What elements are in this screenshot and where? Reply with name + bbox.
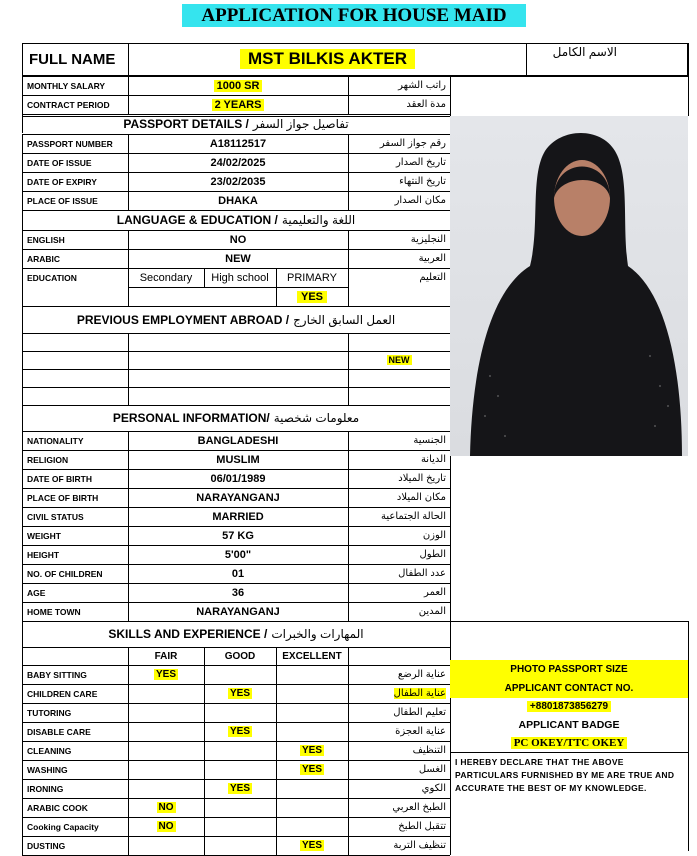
skill-row-1-label: CHILDREN CARE [27,688,98,699]
top-row-1-value: 2 YEARS [212,99,265,111]
personal-row-8-value: 36 [231,586,245,599]
personal-row-7-value: 01 [231,567,245,580]
passport-row-1-value: 24/02/2025 [210,156,266,169]
education-label: EDUCATION [27,272,77,283]
skill-row-5-label: WASHING [27,764,68,775]
language-row-0-value: NO [229,233,247,246]
passport-row-0-label: PASSPORT NUMBER [27,138,113,149]
skills-header-title: SKILLS AND EXPERIENCE / [108,627,268,641]
language-row-1-arabic: العربية [418,253,446,264]
personal-row-4-label: CIVIL STATUS [27,511,84,522]
photo-size-label: PHOTO PASSPORT SIZE [450,660,688,679]
passport-row-0-value: A18112517 [209,137,267,150]
skill-row-5-arabic: الغسل [418,764,446,775]
personal-row-4-arabic: الحالة الجتماعية [381,511,446,522]
personal-row-9-arabic: المدين [418,606,446,617]
skills-column-0: FAIR [154,650,178,662]
skills-header [22,621,450,647]
personal-row-8-label: AGE [27,587,46,598]
title-banner [182,4,526,27]
passport-row-2-arabic: تاريخ النتهاء [399,176,446,187]
employment-header-title: PREVIOUS EMPLOYMENT ABROAD / [76,312,290,327]
education-arabic: التعليم [419,272,446,283]
top-row-1-arabic: مدة العقد [406,99,446,110]
skill-row-8-label: Cooking Capacity [27,821,99,832]
personal-row-9-label: HOME TOWN [27,606,81,617]
applicant-photo [450,116,688,456]
skill-row-3-arabic: عناية العجزة [395,726,446,737]
full-name-arabic: الاسم الكامل [552,45,617,59]
passport-row-1-arabic: تاريخ الصدار [395,157,446,168]
passport-header-title: PASSPORT DETAILS / [123,116,249,131]
passport-row-0-arabic: رقم جواز السفر [379,138,446,149]
contact-label: APPLICANT CONTACT NO. [450,679,688,698]
personal-row-6-value: 5'00" [224,548,252,561]
badge-label: APPLICANT BADGE [518,719,620,731]
personal-row-2-arabic: تاريخ الميلاد [398,473,446,484]
skill-row-4-arabic: التنظيف [412,745,446,756]
personal-row-1-value: MUSLIM [216,453,260,466]
passport-row-2-label: DATE OF EXPIRY [27,176,97,187]
language-row-0-arabic: النجليزية [410,234,446,245]
language-header [22,210,450,230]
personal-row-4-value: MARRIED [212,510,264,523]
employment-header [22,306,450,333]
personal-row-0-label: NATIONALITY [27,435,84,446]
full-name-label: FULL NAME [29,50,116,68]
skills-column-2: EXCELLENT [282,650,342,662]
personal-row-0-value: BANGLADESHI [197,434,279,447]
passport-header [22,114,450,133]
passport-row-3-label: PLACE OF ISSUE [27,195,98,206]
skill-row-2-label: TUTORING [27,707,72,718]
passport-row-1-label: DATE OF ISSUE [27,157,92,168]
language-row-0-label: ENGLISH [27,234,65,245]
skill-row-0-label: BABY SITTING [27,669,87,680]
personal-row-0-arabic: الجنسية [413,435,446,446]
personal-row-5-arabic: الوزن [422,530,446,541]
personal-row-1-label: RELIGION [27,454,69,465]
personal-row-9-value: NARAYANGANJ [196,605,280,618]
employment-new-badge: NEW [388,355,410,365]
full-name-value: MST BILKIS AKTER [240,49,415,69]
passport-row-2-value: 23/02/2035 [210,175,266,188]
top-row-0-value: 1000 SR [214,80,263,92]
education-option-2: PRIMARY [287,271,337,284]
personal-row-5-label: WEIGHT [27,530,61,541]
skill-row-7-arabic: الطبخ العربي [392,802,446,813]
personal-row-1-arabic: الديانة [420,454,446,465]
skill-row-5-mark: YES [301,764,322,775]
skill-row-0-mark: YES [155,669,176,680]
personal-row-3-value: NARAYANGANJ [196,491,280,504]
skill-row-1-mark: YES [229,688,250,699]
personal-header [22,405,450,431]
skill-row-7-mark: NO [158,802,174,813]
skill-row-6-arabic: الكوي [421,783,446,794]
skill-row-3-label: DISABLE CARE [27,726,91,737]
skill-row-6-mark: YES [229,783,250,794]
personal-row-6-label: HEIGHT [27,549,60,560]
language-header-title: LANGUAGE & EDUCATION / [116,213,278,227]
personal-row-5-value: 57 KG [222,529,254,542]
top-row-0-label: MONTHLY SALARY [27,80,106,91]
language-row-1-label: ARABIC [27,253,61,264]
personal-row-6-arabic: الطول [419,549,446,560]
skills-header-arabic: المهارات والخبرات [271,627,364,641]
passport-header-arabic: تفاصيل جواز السفر [252,116,349,131]
top-row-1-label: CONTRACT PERIOD [27,99,110,110]
skill-row-9-mark: YES [301,840,322,851]
person-silhouette-icon [450,116,688,456]
badge-value: PC OKEY/TTC OKEY [450,735,688,751]
skill-row-7-label: ARABIC COOK [27,802,88,813]
declaration-text: I HEREBY DECLARE THAT THE ABOVE PARTICULARS FURNISHED BY ME ARE TRUE AND ACCURATE THE BEST OF MY KNOWLEDGE. [455,757,675,793]
education-option-1: High school [211,271,269,284]
personal-row-3-arabic: مكان الميلاد [396,492,446,503]
skill-row-1-arabic: عناية الطفال [393,688,446,699]
language-header-arabic: اللغة والتعليمية [281,213,356,227]
skill-row-3-mark: YES [229,726,250,737]
skill-row-9-label: DUSTING [27,840,66,851]
employment-header-arabic: العمل السابق الخارج [293,312,396,327]
personal-row-7-label: NO. OF CHILDREN [27,568,103,579]
passport-row-3-value: DHAKA [218,194,258,207]
skill-row-4-mark: YES [301,745,322,756]
personal-row-8-arabic: العمر [424,587,446,598]
skills-column-1: GOOD [224,650,256,662]
personal-header-arabic: معلومات شخصية [273,411,360,425]
document-title: APPLICATION FOR HOUSE MAID [201,4,507,26]
passport-row-3-arabic: مكان الصدار [394,195,446,206]
education-selected: YES [297,291,327,303]
personal-row-7-arabic: عدد الطفال [398,568,446,579]
language-row-1-value: NEW [225,252,251,265]
personal-row-2-label: DATE OF BIRTH [27,473,93,484]
skill-row-8-mark: NO [158,821,174,832]
contact-number: +8801873856279 [450,698,688,714]
skill-row-8-arabic: تتقبل الطبخ [398,821,446,832]
skill-row-2-arabic: تعليم الطفال [393,707,446,718]
skill-row-9-arabic: تنظيف التربة [393,840,446,851]
skill-row-4-label: CLEANING [27,745,72,756]
personal-row-3-label: PLACE OF BIRTH [27,492,99,503]
skill-row-0-arabic: عناية الرضع [397,669,446,680]
skill-row-6-label: IRONING [27,783,64,794]
education-option-0: Secondary [139,271,193,284]
personal-header-title: PERSONAL INFORMATION/ [112,411,270,425]
personal-row-2-value: 06/01/1989 [210,472,266,485]
top-row-0-arabic: راتب الشهر [398,80,446,91]
